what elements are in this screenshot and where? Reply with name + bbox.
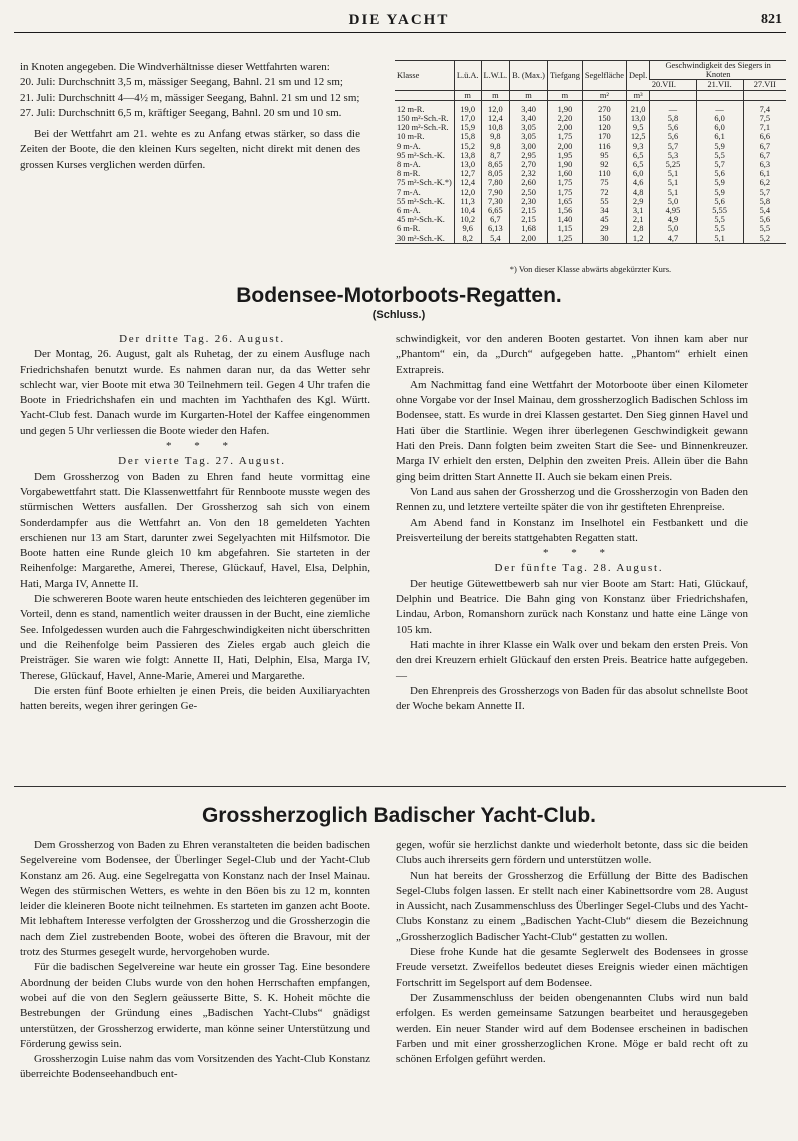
page-number: 821 [761,12,782,27]
results-body [395,100,786,243]
value-cell: 9,8 [481,142,510,151]
value-cell: 150 [582,114,626,123]
day4-paragraph-1: Dem Grossherzog von Baden zu Ehren fand heute vormittag eine Vorgabewettfahrt statt. Die Klassenwettfahrt für Rennboote musste wegen des stürmischen Wetters ausfallen. Der Grossherzog sah sich von einem Sonderdampfer aus die Wettfahrt an. Von den 18 gemeldeten Yachten erschienen nur 13 am Start, darunter zwei Segelyachten mit Hilfsmotor. Die Boote hatten eine Runde gleich 10 km abgefahren. Sie starteten in der Reihenfolge: Margarethe, Amerei, Therese, Glückauf, Havel, Elsa, Delphin, Hati, Marga IV, Annette II. [20,470,370,590]
table-row [395,178,786,187]
wind-conditions-column [20,60,360,173]
table-row [395,224,786,233]
article2-right-paragraph-4: Der Zusammenschluss der beiden obengenannten Clubs wird nun bald erfolgen. Es werden gemeinsame Satzungen bearbeitet und herausgegeben werden. Ein neuer Stander wird auf dem Bodensee erscheinen in badischen Farben und mit einer grossherzoglichen Krone. Möge er bald recht oft zu schönen Erfolgen geführt werden. [396,991,748,1066]
table-row [395,114,786,123]
value-cell: 5,7 [696,160,743,169]
value-cell: 5,6 [650,123,696,132]
value-cell: 110 [582,169,626,178]
value-cell: 7,1 [743,123,786,132]
value-cell: 6,2 [743,178,786,187]
value-cell: 1,68 [510,224,548,233]
section-stars: * * * [543,547,615,560]
value-cell: 7,5 [743,114,786,123]
value-cell: 1,2 [626,234,649,244]
value-cell: 3,05 [510,123,548,132]
value-cell: 120 [582,123,626,132]
wind-date-27: 27. Juli: Durchschnitt 6,5 m, kräftiger Seegang, Bahnl. 20 sm und 10 sm. [20,106,342,119]
value-cell: 17,0 [454,114,481,123]
class-name-cell: 6 m-R. [397,224,421,234]
table-row [395,123,786,132]
day5-paragraph-3: Den Ehrenpreis des Grossherzogs von Baden für das absolut schnellste Boot der Woche bekam Annette II. [396,684,748,713]
table-row [395,100,786,114]
value-cell: 5,9 [696,142,743,151]
table-row [395,197,786,206]
value-cell: 19,0 [454,100,481,114]
article2-left-paragraph-2: Für die badischen Segelvereine war heute ein grosser Tag. Eine besondere Abordnung der beiden Clubs wurde von den hohen Herrschaften empfangen, wobei auf die von den Seglern geäusserte Bitte, S. K. Hoheit möchte die Bestrebungen der Gründung eines „Badischen Yacht-Clubs“ gnädigst unterstützen, der Grossherzog erwiderte, man könne seiner Unterstützung und Förderung gewiss sein. [20,961,370,1050]
value-cell: 6,6 [743,132,786,141]
value-cell: 2,00 [510,234,548,244]
day4-paragraph-3: Die ersten fünf Boote erhielten je einen Preis, die beiden Auxiliaryachten hatten bereits, wegen ihrer geringen Ge- [20,684,370,713]
value-cell: 1,90 [547,160,582,169]
value-cell: 5,5 [743,224,786,233]
class-name-cell: 30 m²-Sch.-K. [395,234,454,244]
value-cell: 10,8 [481,123,510,132]
value-cell: 5,1 [650,188,696,197]
article2-right-paragraph-2: Nun hat bereits der Grossherzog die Erfüllung der Bitte des Badischen Segel-Clubs folgen lassen. Er stellt nach einer Kabinettsordre vom 28. August in Aussicht, nach Zusammenschluss des Überlinger Segel-Clubs und des Yacht-Clubs Konstanz zu einem „Badischen Yacht-Club“ diesem die Bezeichnung „Grossherzoglich Badischer Yacht-Club“ gestatten zu wollen. [396,869,748,943]
value-cell: 15,9 [454,123,481,132]
value-cell: 2,00 [547,142,582,151]
value-cell: 6,13 [481,224,510,233]
value-cell: — [650,100,696,114]
th-tiefgang: Tiefgang [547,61,582,91]
section-divider [14,786,786,787]
value-cell: 5,55 [696,206,743,215]
value-cell: 1,75 [547,178,582,187]
unit-cell: m [481,90,510,100]
value-cell: 5,5 [696,224,743,233]
article2-right-column [396,838,748,1067]
value-cell: 2,8 [626,224,649,233]
article1-title: Bodensee-Motorboots-Regatten. [236,284,562,307]
value-cell: 6,5 [626,160,649,169]
value-cell: 5,0 [650,197,696,206]
value-cell: 2,15 [510,215,548,224]
article1-subtitle: (Schluss.) [372,309,426,321]
value-cell: 6,0 [696,123,743,132]
value-cell: 2,9 [626,197,649,206]
value-cell: 6,7 [481,215,510,224]
value-cell: 1,60 [547,169,582,178]
class-name-cell: 6 m-A. [397,206,421,216]
value-cell: 2,30 [510,197,548,206]
value-cell: 2,70 [510,160,548,169]
wind-date-20: 20. Juli: Durchschnitt 3,5 m, mässiger Seegang, Bahnl. 21 sm und 12 sm; [20,76,343,89]
th-date-21: 21.VII. [696,80,743,90]
article2-left-column [20,838,370,1083]
article1-right-paragraph-1: schwindigkeit, vor den anderen Booten gestartet. Von ihnen kam aber nur „Phantom“ ein, da „Durch“ aufgegeben hatte. „Phantom“ erhielt einen Extrapreis. [396,333,748,376]
table-row [395,160,786,169]
value-cell: 72 [582,188,626,197]
article2-title: Grossherzoglich Badischer Yacht-Club. [201,804,597,827]
value-cell: 4,9 [650,215,696,224]
unit-cell: m³ [626,90,649,100]
value-cell: 13,0 [626,114,649,123]
value-cell: 12,5 [626,132,649,141]
wind-intro: in Knoten angegeben. Die Windverhältnisse dieser Wettfahrten waren: [20,61,330,73]
value-cell: 5,8 [650,114,696,123]
value-cell: 12,4 [481,114,510,123]
class-name-cell: 95 m²-Sch.-K. [397,150,445,160]
value-cell: 1,65 [547,197,582,206]
value-cell: 7,30 [481,197,510,206]
value-cell: 7,90 [481,188,510,197]
value-cell: 75 [582,178,626,187]
table-row [395,151,786,160]
value-cell: 9,3 [626,142,649,151]
value-cell: 15,2 [454,142,481,151]
article1-left-column [20,332,370,714]
value-cell: 45 [582,215,626,224]
table-footnote: *) Von dieser Klasse abwärts abgekürzter Kurs. [509,264,672,274]
value-cell: 5,4 [743,206,786,215]
value-cell: — [696,100,743,114]
value-cell: 55 [582,197,626,206]
running-header-title: DIE YACHT [348,12,450,28]
article2-left-paragraph-3: Grossherzogin Luise nahm das vom Vorsitzenden des Yacht-Club Konstanz überreichte Bodenseehandbuch ent- [20,1053,370,1081]
th-speed: Geschwindigkeit des Siegers in Knoten [650,61,786,80]
value-cell: 5,25 [650,160,696,169]
value-cell: 5,2 [743,234,786,244]
value-cell: 5,9 [696,178,743,187]
table-row [395,188,786,197]
value-cell: 5,0 [650,224,696,233]
class-name-cell: 55 m²-Sch.-K. [397,196,445,206]
value-cell: 92 [582,160,626,169]
value-cell: 4,95 [650,206,696,215]
value-cell: 6,1 [743,169,786,178]
value-cell: 1,75 [547,132,582,141]
value-cell: 2,32 [510,169,548,178]
value-cell: 6,7 [743,142,786,151]
article2-right-paragraph-3: Diese frohe Kunde hat die gesamte Seglerwelt des Bodensees in grosse Freude versetzt. Zweifellos bedeutet dieses Ereignis wieder einen mächtigen Fortschritt im Segelsport auf dem Bodensee. [396,946,748,989]
value-cell: 12,7 [454,169,481,178]
value-cell: 1,40 [547,215,582,224]
value-cell: 9,8 [481,132,510,141]
unit-cell [650,90,696,100]
class-name-cell: 12 m-R. [397,104,425,114]
wind-date-21: 21. Juli: Durchschnitt 4—4½ m, mässiger Seegang, Bahnl. 21 sm und 12 sm; [20,91,360,104]
table-row [395,206,786,215]
value-cell: 21,0 [626,100,649,114]
value-cell: 7,4 [743,100,786,114]
class-name-cell: 8 m-A. [397,160,421,170]
day5-paragraph-2: Hati machte in ihrer Klasse ein Walk over und bekam den ersten Preis. Von den drei Kreuzern erhielt Glückauf den ersten Preis. Beatrice hatte aufgegeben. — [396,638,748,682]
value-cell: 95 [582,151,626,160]
value-cell: 5,6 [696,197,743,206]
value-cell: 2,20 [547,114,582,123]
day3-text: Der Montag, 26. August, galt als Ruhetag, der zu einem Ausfluge nach Friedrichshafen benutzt wurde. Es nahmen daran nur, da das Wetter sehr schlecht war, vier Boote mit etwa 30 Teilnehmern teil. Gegen 4 Uhr trafen die Boote in Friedrichshafen ein und machten im Yachthafen des Kgl. Württ. Yacht-Club fest. Danach wurde im Kurgarten-Hotel der Kaffee eingenommen und gegen 5 Uhr verliessen die Boote wieder den Hafen. [20,348,370,437]
article1-right-paragraph-2: Am Nachmittag fand eine Wettfahrt der Motorboote über einen Kilometer ohne Vorgabe vor der Insel Mainau, dem grossherzoglich Badischen Schloss im Bodensee, statt. Es wurde in drei Klassen gestartet. Den Sieg ginnen Havel und Hati über die Startlinie. Wegen ihrer überlegenen Geschwindigkeit gewann Hati den Preis. Dann folgten beim zweiten Start die See- und Binnenkreuzer. Marga IV erhielt den ersten, Delphin den zweiten Preis. Allein über die Bahn ging beim dritten Start Annette II. Auch sie bekam einen Preis. [396,378,748,483]
day4-heading: Der vierte Tag. 27. August. [118,455,286,468]
value-cell: 116 [582,142,626,151]
value-cell: 1,56 [547,206,582,215]
unit-cell: m² [582,90,626,100]
value-cell: 5,3 [650,151,696,160]
value-cell: 2,95 [510,151,548,160]
th-depl: Depl. [626,61,649,91]
value-cell: 9,5 [626,123,649,132]
day5-paragraph-1: Der heutige Gütewettbewerb sah nur vier Boote am Start: Hati, Glückauf, Delphin und Beatrice. Die Bahn ging von Konstanz über Friedrichshafen, Lindau, Arbon, Romanshorn zurück nach Konstanz und hatte eine Länge von 105 km. [396,577,748,636]
unit-cell [395,90,454,100]
value-cell: 1,25 [547,234,582,244]
unit-cell [743,90,786,100]
value-cell: 4,7 [650,234,696,244]
value-cell: 6,5 [626,151,649,160]
value-cell: 8,65 [481,160,510,169]
header-rule [14,32,786,33]
th-breite: B. (Max.) [510,61,548,91]
value-cell: 3,05 [510,132,548,141]
section-stars: * * * [166,440,238,453]
th-klasse: Klasse [395,61,454,91]
table-row [395,132,786,141]
value-cell: 5,1 [650,178,696,187]
value-cell: 1,75 [547,188,582,197]
class-name-cell: 8 m-R. [397,169,421,179]
value-cell: 3,00 [510,142,548,151]
value-cell: 1,95 [547,151,582,160]
results-table [395,60,786,244]
th-segelflaeche: Segelfläche [582,61,626,91]
value-cell: 4,6 [626,178,649,187]
value-cell: 2,50 [510,188,548,197]
value-cell: 5,7 [650,142,696,151]
value-cell: 6,1 [696,132,743,141]
value-cell: 270 [582,100,626,114]
value-cell: 11,3 [454,197,481,206]
article1-right-paragraph-4: Am Abend fand in Konstanz im Inselhotel ein Festbankett und die Preisverteilung der bereits stattgehabten Regatten statt. [396,516,748,544]
th-date-27: 27.VII [743,80,786,90]
unit-cell [696,90,743,100]
value-cell: 7,80 [481,178,510,187]
value-cell: 15,8 [454,132,481,141]
th-date-20: 20.VII. [650,80,696,90]
value-cell: 8,05 [481,169,510,178]
value-cell: 6,3 [743,160,786,169]
value-cell: 13,8 [454,151,481,160]
value-cell: 29 [582,224,626,233]
class-name-cell: 10 m-R. [397,132,425,142]
article1-right-column [396,332,748,714]
class-name-cell: 120 m²-Sch.-R. [397,123,449,133]
value-cell: 9,6 [454,224,481,233]
unit-cell: m [510,90,548,100]
class-name-cell: 75 m²-Sch.-K.*) [397,178,452,188]
value-cell: 8,7 [481,151,510,160]
value-cell: 3,40 [510,100,548,114]
value-cell: 5,6 [650,132,696,141]
table-row [395,234,786,244]
wind-closing: Bei der Wettfahrt am 21. wehte es zu Anfang etwas stärker, so dass die Zeiten der Boote, die den kleinen Kurs segelten, nicht direkt mit denen des grossen Kurses verglichen werden dürfen. [20,128,360,171]
class-name-cell: 9 m-A. [397,141,421,151]
value-cell: 5,9 [696,188,743,197]
unit-cell: m [454,90,481,100]
th-lua: L.ü.A. [454,61,481,91]
article2-left-paragraph-1: Dem Grossherzog von Baden zu Ehren veranstalteten die beiden badischen Segelvereine vom Bodensee, der Überlinger Segel-Club und der Yacht-Club Konstanz am 26. Aug. eine Segelregatta von Konstanz nach der Insel Mainau. Wegen des stürmischen Wetters, es wehte in den Böen bis zu 12 m, konnten leider die kleineren Boote nicht teilnehmen. Es starteten im ganzen acht Boote. Mit lebhaftem Interesse verfolgten der Grossherzog und die Grossherzogin die nach dem Ziel zustrebenden Boote, wobei des öfteren die Bravour, mit der trotz des Sturmes gesegelt wurde, hervorgehoben wurde. [20,839,370,959]
value-cell: 2,15 [510,206,548,215]
value-cell: 10,4 [454,206,481,215]
value-cell: 4,8 [626,188,649,197]
value-cell: 5,6 [696,169,743,178]
class-name-cell: 45 m²-Sch.-K. [397,215,445,225]
value-cell: 3,1 [626,206,649,215]
article2-right-paragraph-1: gegen, wofür sie herzlichst dankte und wiederholt betonte, dass sic die beiden Clubs auch ihrerseits gern fördern und unterstützen wolle. [396,839,748,867]
value-cell: 3,40 [510,114,548,123]
value-cell: 170 [582,132,626,141]
value-cell: 2,60 [510,178,548,187]
value-cell: 12,0 [454,188,481,197]
value-cell: 6,0 [696,114,743,123]
value-cell: 5,1 [696,234,743,244]
value-cell: 5,6 [743,215,786,224]
day4-paragraph-2: Die schwereren Boote waren heute entschieden des leichteren gegenüber im Vorteil, denn es stand, namentlich weiter draussen in der Bucht, eine ziemliche See. Infolgedessen wurden auch die Fahrgeschwindigkeiten nicht überschritten und die Reihenfolge beim Passieren des Zieles ergab auch gleich die Preisträger. Sie waren wie folgt: Annette II, Hati, Delphin, Elsa, Marga IV, Therese, Glückauf, Havel, Anne-Marie, Amerei und Margarethe. [20,593,370,682]
value-cell: 30 [582,234,626,244]
value-cell: 34 [582,206,626,215]
value-cell: 6,65 [481,206,510,215]
table-row [395,169,786,178]
value-cell: 5,7 [743,188,786,197]
unit-cell: m [547,90,582,100]
value-cell: 12,0 [481,100,510,114]
value-cell: 5,4 [481,234,510,244]
day5-heading: Der fünfte Tag. 28. August. [494,562,664,575]
value-cell: 5,1 [650,169,696,178]
value-cell: 5,5 [696,151,743,160]
value-cell: 6,0 [626,169,649,178]
value-cell: 8,2 [454,234,481,244]
th-lwl: L.W.L. [481,61,510,91]
value-cell: 2,00 [547,123,582,132]
class-name-cell: 150 m²-Sch.-R. [397,114,449,124]
day3-heading: Der dritte Tag. 26. August. [119,333,285,345]
table-row [395,215,786,224]
value-cell: 5,5 [696,215,743,224]
class-name-cell: 7 m-A. [397,187,421,197]
value-cell: 5,8 [743,197,786,206]
value-cell: 1,90 [547,100,582,114]
value-cell: 2,1 [626,215,649,224]
value-cell: 1,15 [547,224,582,233]
value-cell: 13,0 [454,160,481,169]
value-cell: 6,7 [743,151,786,160]
value-cell: 12,4 [454,178,481,187]
value-cell: 10,2 [454,215,481,224]
article1-right-paragraph-3: Von Land aus sahen der Grossherzog und die Grossherzogin von Baden den Rennen zu, und letztere verteilte später die von ihr gestifteten Ehrenpreise. [396,485,748,514]
table-row [395,142,786,151]
